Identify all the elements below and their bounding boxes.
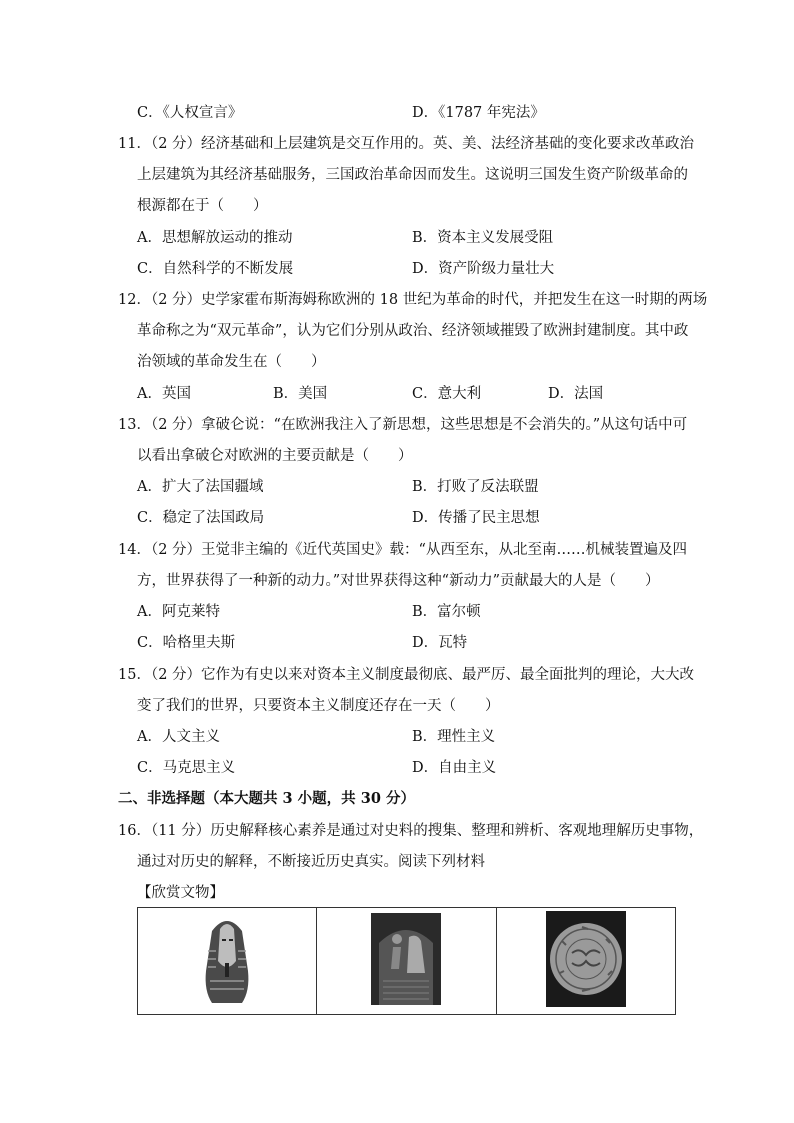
q11-stem-line-1: 11．（2 分）经济基础和上层建筑是交互作用的。英、美、法经济基础的变化要求改革政治 (118, 136, 695, 152)
artifact-cell-stele (317, 908, 496, 1015)
q13-option-b: B．打败了反法联盟 (412, 479, 539, 495)
ancient-coin-image (546, 911, 626, 1007)
q12-stem-line-2: 革命称之为“双元革命”，认为它们分别从政治、经济领域摧毁了欧洲封建制度。其中政 (137, 323, 689, 339)
artifact-cell-mask (138, 908, 317, 1015)
q11-stem-line-2: 上层建筑为其经济基础服务，三国政治革命因而发生。这说明三国发生资产阶级革命的 (137, 167, 688, 183)
q16-stem-line-2: 通过对历史的解释，不断接近历史真实。阅读下列材料 (137, 854, 485, 870)
q11-option-b: B．资本主义发展受阻 (412, 230, 554, 246)
q14-option-a: A．阿克莱特 (137, 604, 220, 620)
q14-option-d: D．瓦特 (412, 635, 468, 651)
artifact-cell-coin (496, 908, 675, 1015)
q10-option-d: D．《1787 年宪法》 (412, 105, 545, 121)
q13-stem-line-1: 13．（2 分）拿破仑说：“在欧洲我注入了新思想，这些思想是不会消失的。”从这句话中可 (118, 417, 688, 433)
q12-option-a: A．英国 (137, 386, 191, 402)
hammurabi-stele-image (371, 913, 441, 1005)
q15-option-d: D．自由主义 (412, 760, 497, 776)
q13-stem-line-2: 以看出拿破仑对欧洲的主要贡献是（ ） (137, 448, 413, 464)
q16-stem-line-1: 16．（11 分）历史解释核心素养是通过对史料的搜集、整理和辨析、客观地理解历史事物， (118, 823, 704, 839)
q13-option-c: C．稳定了法国政局 (137, 510, 265, 526)
q12-option-b: B．美国 (273, 386, 328, 402)
q15-option-a: A．人文主义 (137, 729, 220, 745)
q14-option-c: C．哈格里夫斯 (137, 635, 236, 651)
q11-option-a: A．思想解放运动的推动 (137, 230, 293, 246)
pharaoh-mask-image (202, 911, 252, 1007)
q12-stem-line-3: 治领域的革命发生在（ ） (137, 354, 326, 370)
q12-option-c: C．意大利 (412, 386, 482, 402)
material-title: 【欣赏文物】 (137, 885, 224, 901)
q14-stem-line-1: 14．（2 分）王觉非主编的《近代英国史》载：“从西至东，从北至南……机械装置遍及四 (118, 542, 687, 558)
q15-option-c: C．马克思主义 (137, 760, 236, 776)
q15-stem-line-1: 15．（2 分）它作为有史以来对资本主义制度最彻底、最严厉、最全面批判的理论，大大改 (118, 667, 695, 683)
artifacts-table (137, 907, 676, 1015)
q13-option-a: A．扩大了法国疆域 (137, 479, 264, 495)
q15-option-b: B．理性主义 (412, 729, 496, 745)
q10-option-c: C．《人权宣言》 (137, 105, 243, 121)
q12-option-d: D．法国 (548, 386, 604, 402)
section-2-heading: 二、非选择题（本大题共 3 小题，共 30 分） (118, 790, 415, 807)
q12-stem-line-1: 12．（2 分）史学家霍布斯海姆称欧洲的 18 世纪为革命的时代，并把发生在这一时期的两场 (118, 292, 708, 308)
q11-option-d: D．资产阶级力量壮大 (412, 261, 555, 277)
q15-stem-line-2: 变了我们的世界，只要资本主义制度还存在一天（ ） (137, 698, 500, 714)
q11-stem-line-3: 根源都在于（ ） (137, 198, 268, 214)
q14-stem-line-2: 方，世界获得了一种新的动力。”对世界获得这种“新动力”贡献最大的人是（ ） (137, 573, 660, 589)
q14-option-b: B．富尔顿 (412, 604, 481, 620)
q13-option-d: D．传播了民主思想 (412, 510, 540, 526)
q11-option-c: C．自然科学的不断发展 (137, 261, 294, 277)
